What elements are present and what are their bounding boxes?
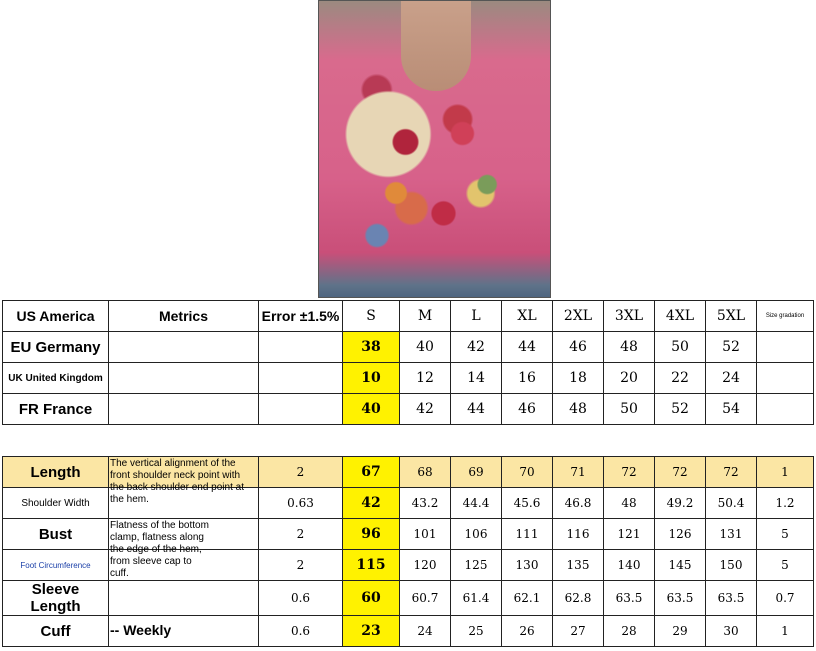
error-value: 2	[259, 519, 343, 550]
measurement-value: 50.4	[706, 488, 757, 519]
measurement-description	[109, 519, 259, 579]
region-size-value: 48	[604, 332, 655, 363]
size-header: S	[343, 301, 400, 332]
product-photo	[318, 0, 551, 298]
measurement-value: 71	[553, 457, 604, 488]
size-header: L	[451, 301, 502, 332]
measurement-row	[3, 581, 814, 616]
error-value: 0.6	[259, 616, 343, 647]
measurement-value: 45.6	[502, 488, 553, 519]
measurement-value: 106	[451, 519, 502, 550]
measurement-row	[3, 457, 814, 488]
size-chart-table	[2, 300, 814, 647]
measurement-value: 63.5	[604, 581, 655, 616]
region-size-value: 44	[451, 394, 502, 425]
region-size-value: 54	[706, 394, 757, 425]
measurement-value: 44.4	[451, 488, 502, 519]
measurement-value: 28	[604, 616, 655, 647]
measurement-value: 60	[343, 581, 400, 616]
empty-cell	[259, 394, 343, 425]
model-neck	[401, 1, 471, 91]
error-header: Error ±1.5%	[259, 301, 343, 332]
size-header: XL	[502, 301, 553, 332]
region-size-value: 44	[502, 332, 553, 363]
region-size-value: 12	[400, 363, 451, 394]
spacer-cell	[3, 425, 814, 457]
empty-cell	[109, 394, 259, 425]
measurement-value: 70	[502, 457, 553, 488]
region-label: UK United Kingdom	[3, 363, 109, 394]
region-size-value: 52	[655, 394, 706, 425]
measurement-description	[109, 550, 259, 581]
spacer-row	[3, 425, 814, 457]
gradation-value: 1	[757, 457, 814, 488]
region-header: US America	[3, 301, 109, 332]
measurement-value: 49.2	[655, 488, 706, 519]
measurement-value: 63.5	[655, 581, 706, 616]
empty-cell	[757, 332, 814, 363]
measurement-value: 68	[400, 457, 451, 488]
region-size-value: 24	[706, 363, 757, 394]
region-size-value: 20	[604, 363, 655, 394]
measurement-value: 125	[451, 550, 502, 581]
size-header: 3XL	[604, 301, 655, 332]
size-header: M	[400, 301, 451, 332]
measurement-value: 48	[604, 488, 655, 519]
gradation-value: 1.2	[757, 488, 814, 519]
region-row	[3, 332, 814, 363]
empty-cell	[757, 394, 814, 425]
size-header: 5XL	[706, 301, 757, 332]
measurement-description	[109, 616, 259, 647]
metrics-header: Metrics	[109, 301, 259, 332]
measurement-value: 62.1	[502, 581, 553, 616]
measurement-label: Length	[3, 457, 109, 488]
region-size-value: 10	[343, 363, 400, 394]
measurement-label: Sleeve Length	[3, 581, 109, 616]
region-size-value: 52	[706, 332, 757, 363]
description-text: The vertical alignment of the front shoulder neck point with the back shoulder end point at the hem.	[110, 458, 244, 505]
empty-cell	[259, 332, 343, 363]
measurement-value: 46.8	[553, 488, 604, 519]
measurement-value: 60.7	[400, 581, 451, 616]
measurement-value: 29	[655, 616, 706, 647]
measurement-description	[109, 581, 259, 616]
region-size-value: 46	[502, 394, 553, 425]
measurement-value: 42	[343, 488, 400, 519]
measurement-value: 67	[343, 457, 400, 488]
measurement-row	[3, 550, 814, 581]
region-size-value: 50	[655, 332, 706, 363]
size-header: 4XL	[655, 301, 706, 332]
region-row	[3, 363, 814, 394]
measurement-value: 140	[604, 550, 655, 581]
measurement-value: 111	[502, 519, 553, 550]
measurement-value: 69	[451, 457, 502, 488]
region-size-value: 40	[343, 394, 400, 425]
region-size-value: 22	[655, 363, 706, 394]
measurement-label: Bust	[3, 519, 109, 550]
measurement-value: 23	[343, 616, 400, 647]
region-size-value: 46	[553, 332, 604, 363]
region-label: FR France	[3, 394, 109, 425]
measurement-value: 130	[502, 550, 553, 581]
region-label: EU Germany	[3, 332, 109, 363]
region-size-value: 42	[451, 332, 502, 363]
measurement-value: 24	[400, 616, 451, 647]
measurement-label: Foot Circumference	[3, 550, 109, 581]
empty-cell	[259, 363, 343, 394]
region-row	[3, 394, 814, 425]
measurement-value: 101	[400, 519, 451, 550]
measurement-value: 135	[553, 550, 604, 581]
measurement-value: 72	[604, 457, 655, 488]
gradation-value: 0.7	[757, 581, 814, 616]
measurement-value: 145	[655, 550, 706, 581]
measurement-value: 121	[604, 519, 655, 550]
error-value: 2	[259, 457, 343, 488]
measurement-value: 63.5	[706, 581, 757, 616]
size-header: 2XL	[553, 301, 604, 332]
measurement-value: 72	[706, 457, 757, 488]
description-text: -- Weekly	[110, 622, 172, 638]
empty-cell	[109, 332, 259, 363]
measurement-label: Cuff	[3, 616, 109, 647]
region-size-value: 18	[553, 363, 604, 394]
measurement-label: Shoulder Width	[3, 488, 109, 519]
description-text: Flatness of the bottom clamp, flatness along the edge of the hem, from sleeve cap to cuff.	[110, 520, 209, 579]
region-size-value: 50	[604, 394, 655, 425]
measurement-value: 25	[451, 616, 502, 647]
measurement-value: 150	[706, 550, 757, 581]
region-size-value: 48	[553, 394, 604, 425]
measurement-value: 26	[502, 616, 553, 647]
measurement-row	[3, 488, 814, 519]
measurement-description	[109, 488, 259, 519]
measurement-row	[3, 616, 814, 647]
measurement-row	[3, 519, 814, 550]
gradation-value: 5	[757, 519, 814, 550]
measurement-value: 62.8	[553, 581, 604, 616]
measurement-value: 43.2	[400, 488, 451, 519]
measurement-value: 61.4	[451, 581, 502, 616]
measurement-value: 27	[553, 616, 604, 647]
gradation-header: Size gradation	[757, 301, 814, 332]
region-size-value: 40	[400, 332, 451, 363]
measurement-value: 72	[655, 457, 706, 488]
region-size-value: 38	[343, 332, 400, 363]
header-row	[3, 301, 814, 332]
measurement-value: 126	[655, 519, 706, 550]
measurement-description	[109, 457, 259, 505]
floral-pattern	[339, 91, 529, 261]
measurement-value: 116	[553, 519, 604, 550]
error-value: 0.63	[259, 488, 343, 519]
measurement-value: 96	[343, 519, 400, 550]
gradation-value: 5	[757, 550, 814, 581]
error-value: 0.6	[259, 581, 343, 616]
region-size-value: 16	[502, 363, 553, 394]
measurement-value: 120	[400, 550, 451, 581]
measurement-value: 131	[706, 519, 757, 550]
empty-cell	[757, 363, 814, 394]
gradation-value: 1	[757, 616, 814, 647]
empty-cell	[109, 363, 259, 394]
region-size-value: 42	[400, 394, 451, 425]
error-value: 2	[259, 550, 343, 581]
region-size-value: 14	[451, 363, 502, 394]
measurement-value: 30	[706, 616, 757, 647]
measurement-value: 115	[343, 550, 400, 581]
